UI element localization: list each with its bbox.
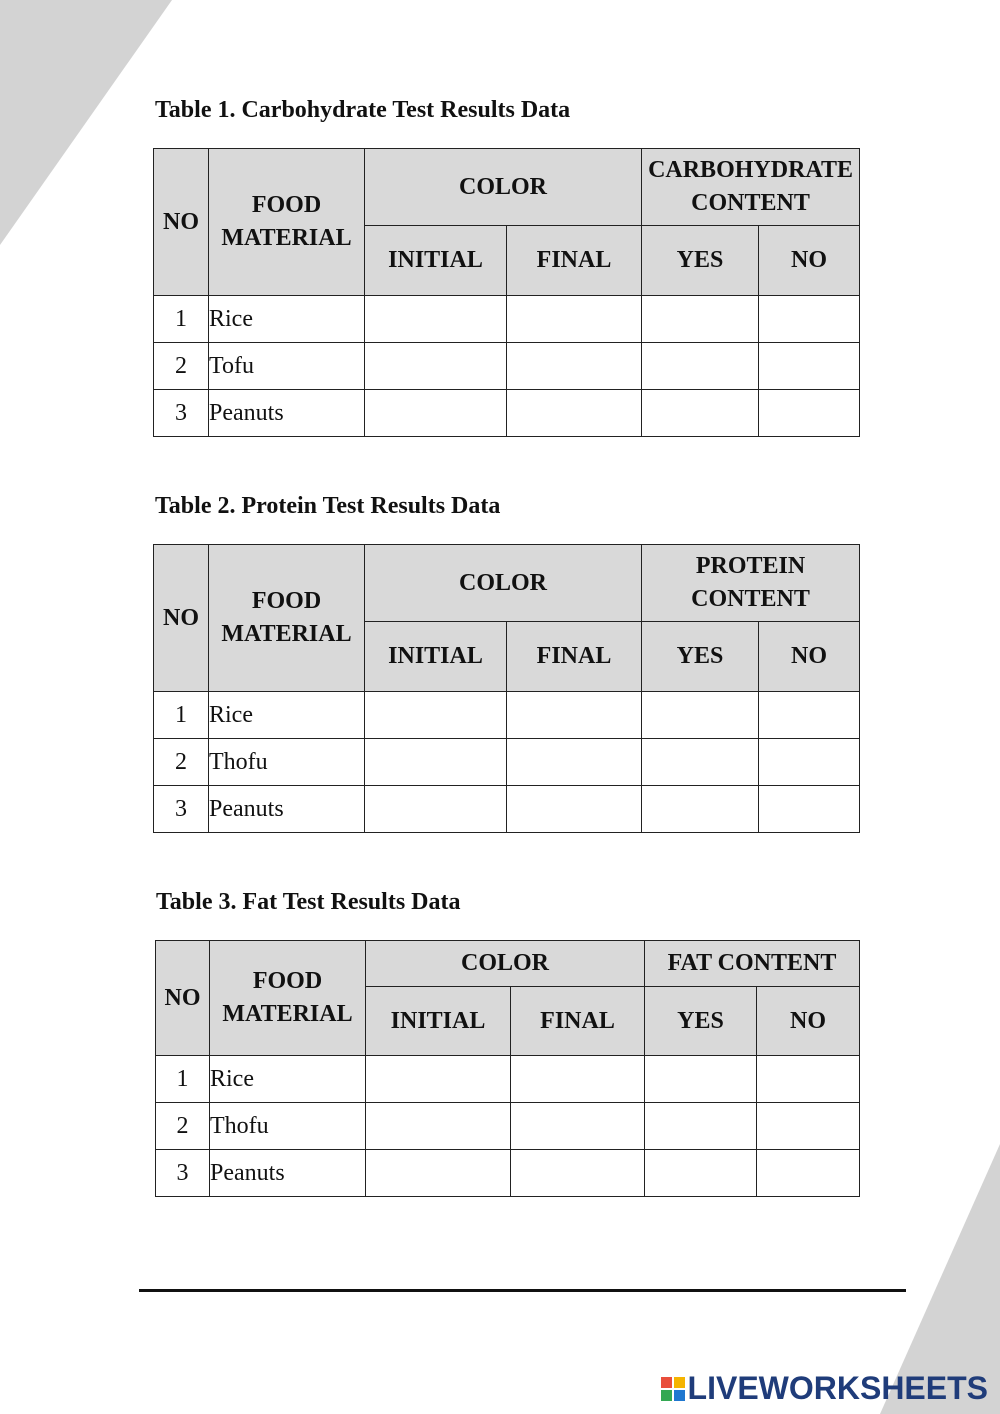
header-food-material: FOOD MATERIAL <box>210 941 366 1056</box>
final-color-cell[interactable] <box>511 1056 645 1103</box>
header-no: NO <box>154 149 209 296</box>
table-row <box>156 1150 860 1197</box>
no-cell[interactable] <box>759 390 860 437</box>
final-color-cell[interactable] <box>511 1150 645 1197</box>
final-color-cell[interactable] <box>511 1103 645 1150</box>
initial-color-cell[interactable] <box>365 390 507 437</box>
no-cell[interactable] <box>759 786 860 833</box>
yes-cell[interactable] <box>642 786 759 833</box>
yes-cell[interactable] <box>642 739 759 786</box>
header-food-material: FOOD MATERIAL <box>209 545 365 692</box>
logo-square-red <box>661 1377 672 1388</box>
initial-color-cell[interactable] <box>365 739 507 786</box>
no-cell[interactable] <box>759 739 860 786</box>
table-row <box>154 692 860 739</box>
row-number: 2 <box>156 1103 210 1150</box>
header-no-col: NO <box>759 226 860 296</box>
initial-color-cell[interactable] <box>365 296 507 343</box>
row-number: 1 <box>154 692 209 739</box>
row-number: 3 <box>154 390 209 437</box>
no-cell[interactable] <box>759 343 860 390</box>
row-number: 2 <box>154 343 209 390</box>
carbohydrate-table <box>153 148 860 437</box>
header-color: COLOR <box>366 941 645 987</box>
header-yes: YES <box>645 987 757 1056</box>
initial-color-cell[interactable] <box>365 692 507 739</box>
yes-cell[interactable] <box>645 1103 757 1150</box>
food-name: Rice <box>210 1056 366 1103</box>
no-cell[interactable] <box>757 1103 860 1150</box>
row-number: 3 <box>154 786 209 833</box>
header-initial: INITIAL <box>365 622 507 692</box>
header-content: CARBOHYDRATE CONTENT <box>642 149 860 226</box>
initial-color-cell[interactable] <box>365 786 507 833</box>
header-content: FAT CONTENT <box>645 941 860 987</box>
liveworksheets-logo-icon <box>661 1377 685 1401</box>
final-color-cell[interactable] <box>507 739 642 786</box>
brand-name: LIVEWORKSHEETS <box>687 1370 988 1406</box>
no-cell[interactable] <box>759 296 860 343</box>
table-row <box>154 296 860 343</box>
initial-color-cell[interactable] <box>366 1150 511 1197</box>
food-name: Tofu <box>209 343 365 390</box>
row-number: 1 <box>154 296 209 343</box>
header-content: PROTEIN CONTENT <box>642 545 860 622</box>
table-1-caption: Table 1. Carbohydrate Test Results Data <box>155 97 571 123</box>
food-name: Peanuts <box>209 786 365 833</box>
table-row <box>154 390 860 437</box>
header-yes: YES <box>642 622 759 692</box>
yes-cell[interactable] <box>642 390 759 437</box>
food-name: Rice <box>209 296 365 343</box>
header-no: NO <box>156 941 210 1056</box>
no-cell[interactable] <box>757 1150 860 1197</box>
logo-square-blue <box>674 1390 685 1401</box>
final-color-cell[interactable] <box>507 692 642 739</box>
no-cell[interactable] <box>757 1056 860 1103</box>
liveworksheets-brand[interactable] <box>661 1370 988 1407</box>
row-number: 1 <box>156 1056 210 1103</box>
initial-color-cell[interactable] <box>366 1056 511 1103</box>
header-final: FINAL <box>507 226 642 296</box>
logo-square-green <box>661 1390 672 1401</box>
logo-square-yellow <box>674 1377 685 1388</box>
final-color-cell[interactable] <box>507 296 642 343</box>
header-initial: INITIAL <box>365 226 507 296</box>
fat-table <box>155 940 860 1197</box>
corner-decoration-top-left <box>0 0 172 245</box>
header-food-material: FOOD MATERIAL <box>209 149 365 296</box>
header-color: COLOR <box>365 545 642 622</box>
table-row <box>156 1056 860 1103</box>
yes-cell[interactable] <box>642 692 759 739</box>
header-yes: YES <box>642 226 759 296</box>
header-final: FINAL <box>507 622 642 692</box>
table-row <box>156 1103 860 1150</box>
header-initial: INITIAL <box>366 987 511 1056</box>
food-name: Peanuts <box>210 1150 366 1197</box>
table-row <box>154 786 860 833</box>
header-color: COLOR <box>365 149 642 226</box>
row-number: 3 <box>156 1150 210 1197</box>
initial-color-cell[interactable] <box>366 1103 511 1150</box>
initial-color-cell[interactable] <box>365 343 507 390</box>
food-name: Thofu <box>210 1103 366 1150</box>
food-name: Thofu <box>209 739 365 786</box>
table-row <box>154 343 860 390</box>
yes-cell[interactable] <box>642 296 759 343</box>
food-name: Rice <box>209 692 365 739</box>
table-2-caption: Table 2. Protein Test Results Data <box>155 493 501 519</box>
no-cell[interactable] <box>759 692 860 739</box>
header-no: NO <box>154 545 209 692</box>
header-no-col: NO <box>757 987 860 1056</box>
table-row <box>154 739 860 786</box>
header-final: FINAL <box>511 987 645 1056</box>
footer-divider <box>139 1289 906 1292</box>
final-color-cell[interactable] <box>507 390 642 437</box>
yes-cell[interactable] <box>645 1056 757 1103</box>
row-number: 2 <box>154 739 209 786</box>
protein-table <box>153 544 860 833</box>
table-3-caption: Table 3. Fat Test Results Data <box>156 889 461 915</box>
header-no-col: NO <box>759 622 860 692</box>
final-color-cell[interactable] <box>507 786 642 833</box>
final-color-cell[interactable] <box>507 343 642 390</box>
yes-cell[interactable] <box>645 1150 757 1197</box>
yes-cell[interactable] <box>642 343 759 390</box>
food-name: Peanuts <box>209 390 365 437</box>
